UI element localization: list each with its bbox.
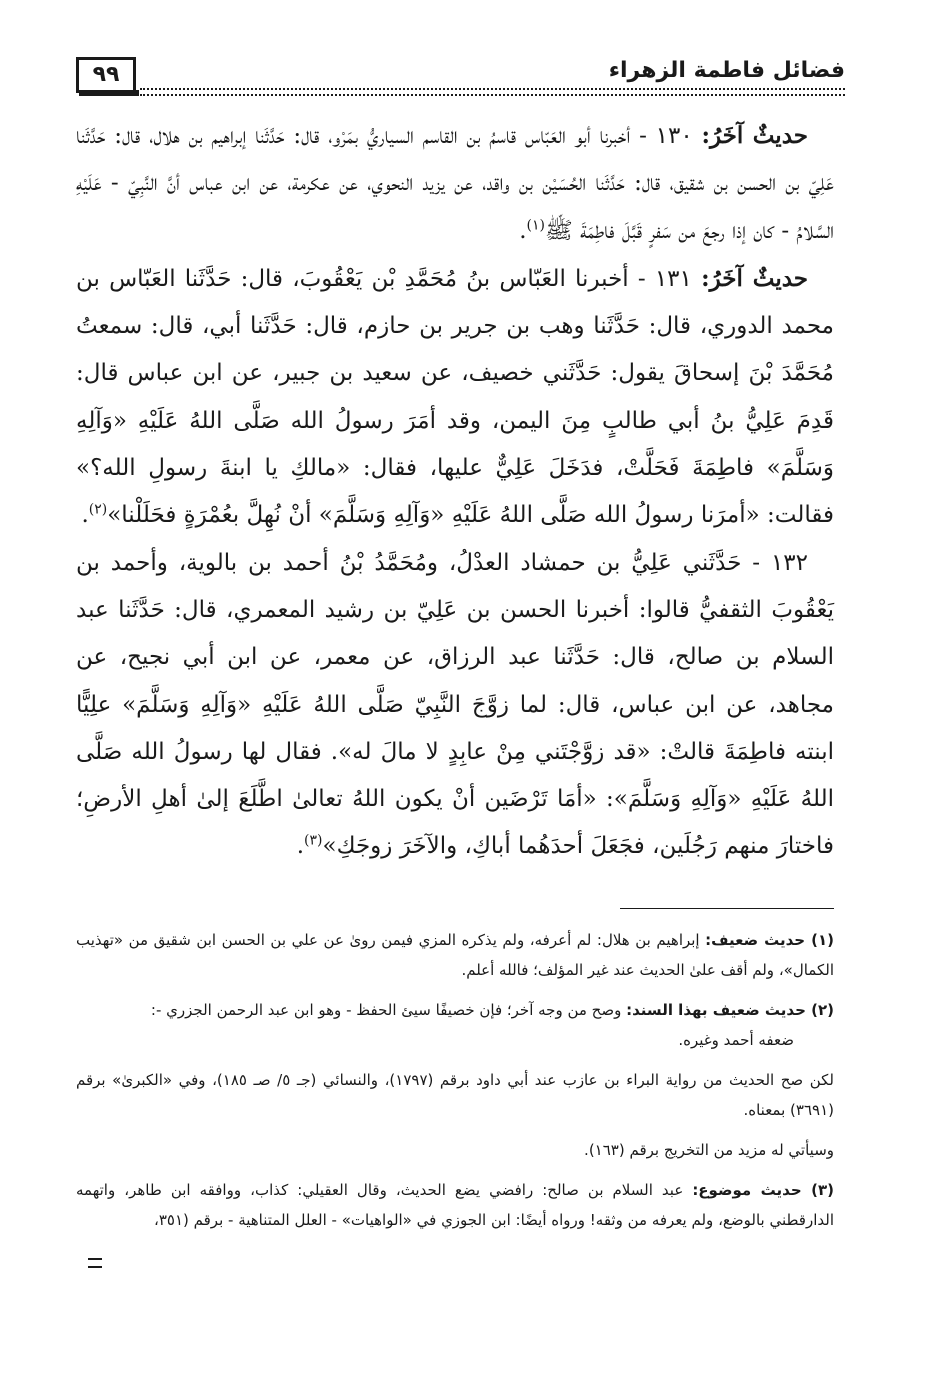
footnote-2-paragraph-3: وسيأتي له مزيد من التخريج برقم (١٦٣). — [584, 1141, 834, 1159]
hadith-132: ١٣٢ - حَدَّثَني عَلِيُّ بن حمشاد العدْلُ، ومُحَمَّدُ بْنُ أحمد بن بالوية، وأحمد بن يَعْقُوبَ الثقفيُّ قالوا: أخبرنا الحسن بن عَلِيّ بن رشيد المعمري، قال: حَدَّثَنا عبد السلام بن صالح، قال: حَدَّثَنا عبد الرزاق، عن معمر، عن ابن أبي نجيح، عن مجاهد، عن ابن عباس، قال: لما زوَّجَ النَّبِيّ صَلَّى اللهُ عَلَيْهِ «وَآلِهِ وَسَلَّمَ» علِيًّا ابنته فاطِمَةَ قالتْ: «قد زوَّجْتَني مِنْ عابِدٍ لا مالَ له». فقال لها رسولُ الله صَلَّى اللهُ عَلَيْهِ «وَآلِهِ وَسَلَّمَ»: «أمَا تَرْضَين أنْ يكون اللهُ تعالىٰ اطَّلَعَ إلىٰ أهلِ الأرضِ؛ فاختارَ منهم رَجُلَين، فجَعَلَ أحدَهُما أباكِ، والآخَرَ زوجَكِ»$^{(٣)}$. — [76, 549, 834, 860]
footnote-ref-2[interactable]: (٢) — [88, 501, 108, 518]
footnote-2-paragraph-2: لكن صح الحديث من رواية البراء بن عازب عند أبي داود برقم (١٧٩٧)، والنسائي (جـ ٥/ صـ ١٨٥)، وفي «الكبرىٰ» برقم (٣٦٩١) بمعناه. — [76, 1071, 834, 1119]
hadith-130-text: ١٣٠ - أخبرنا أبو العَبّاس قاسمُ بن القاسم السياريُّ بمَرْو، قال: حَدَّثَنا إبراهيم بن هلال، قال: حَدَّثَنا عَلِيّ بن الحسن بن شقيق، قال: حَدَّثَنا الحُسَيْن بن واقد، عن يزيد النحوي، عن عكرمة، عن ابن عباس أنَّ النَّبِيّ - عَلَيْهِ السَّلامُ - كان إذا رجعَ من سَفرٍ قَبَّلَ فاطِمَةَ ﷺ — [76, 123, 835, 244]
footnote-2 — [76, 995, 834, 1055]
hadith-130: حديثٌ آخَرُ: ١٣٠ - أخبرنا أبو العَبّاس قاسمُ بن القاسم السياريُّ بمَرْو، قال: حَدَّثَنا إبراهيم بن هلال، قال: حَدَّثَنا عَلِيّ بن الحسن بن شقيق، قال: حَدَّثَنا الحُسَيْن بن واقد، عن يزيد النحوي، عن عكرمة، عن ابن عباس أنَّ النَّبِيّ - عَلَيْهِ السَّلامُ - كان إذا رجعَ من سَفرٍ قَبَّلَ فاطِمَةَ ﷺ$^{(١)}$. — [76, 122, 835, 244]
footnote-3 — [76, 1175, 834, 1235]
footnote-3-text: عبد السلام بن صالح: رافضي يضع الحديث، وقال العقيلي: كذاب، ووافقه ابن طاهر، واتهمه الدارقطني بالوضع، ولم يعرفه من وثقه! ورواه أيضًا: ابن الجوزي في «الواهيات» - العلل المتناهية - برقم (٣٥١، — [76, 1181, 834, 1229]
hadith-131: حديثٌ آخَرُ: ١٣١ - أخبرنا العَبّاس بنُ مُحَمَّدِ بْن يَعْقُوبَ، قال: حَدَّثَنا العَبّاس بن محمد الدوري، قال: حَدَّثَنا وهب بن جرير بن حازم، قال: حَدَّثَنا أبي، قال: سمعتُ مُحَمَّدَ بْنَ إسحاقَ يقول: حَدَّثَني خصيف، عن سعيد بن جبير، عن ابن عباس قال: قَدِمَ عَلِيُّ بنُ أبي طالبٍ مِنَ اليمن، وقد أمَرَ رسولُ الله صَلَّى اللهُ عَلَيْهِ «وَآلِهِ وَسَلَّمَ» فاطِمَةَ فَحَلَّتْ، فدَخَلَ عَلِيٌّ عليها، فقال: «مالكِ يا ابنةَ رسولِ الله؟» فقالت: «أمرَنا رسولُ الله صَلَّى اللهُ عَلَيْهِ «وَآلِهِ وَسَلَّمَ» أنْ نُهِلَّ بعُمْرَةٍ فحَلَلْنا»$^{(٢)}$. — [76, 264, 834, 529]
page-number: ٩٩ — [76, 57, 136, 93]
page-number-shadow — [79, 90, 139, 96]
footnote-ref-3[interactable]: (٣) — [304, 832, 323, 849]
footnote-1 — [76, 925, 834, 985]
footnote-2-lead: (٢) حديث ضعيف بهذا السند: — [626, 1001, 834, 1019]
footnote-ref-1[interactable]: (١) — [526, 216, 546, 233]
footnotes — [76, 925, 834, 1245]
footnote-2-text: وصح من وجه آخر؛ فإن خصيفًا سيئ الحفظ - وهو ابن عبد الرحمن الجزري -: — [150, 1001, 622, 1019]
hadith-132-text: ١٣٢ - حَدَّثَني عَلِيُّ بن حمشاد العدْلُ، ومُحَمَّدُ بْنُ أحمد بن بالوية، وأحمد بن يَعْقُوبَ الثقفيُّ قالوا: أخبرنا الحسن بن عَلِيّ بن رشيد المعمري، قال: حَدَّثَنا عبد السلام بن صالح، قال: حَدَّثَنا عبد الرزاق، عن معمر، عن ابن أبي نجيح، عن مجاهد، عن ابن عباس، قال: لما زوَّجَ النَّبِيّ صَلَّى اللهُ عَلَيْهِ «وَآلِهِ وَسَلَّمَ» علِيًّا ابنته فاطِمَةَ قالتْ: «قد زوَّجْتَني مِنْ عابِدٍ لا مالَ له». فقال لها رسولُ الله صَلَّى اللهُ عَلَيْهِ «وَآلِهِ وَسَلَّمَ»: «أمَا تَرْضَين أنْ يكون اللهُ تعالىٰ اطَّلَعَ إلىٰ أهلِ الأرضِ؛ فاختارَ منهم رَجُلَين، فجَعَلَ أحدَهُما أباكِ، والآخَرَ زوجَكِ» — [76, 549, 834, 860]
hadith-130-lead: حديثٌ آخَرُ: — [701, 122, 808, 149]
footnote-2-continuation: ضعفه أحمد وغيره. — [678, 1031, 794, 1049]
footnote-1-text: إبراهيم بن هلال: لم أعرفه، ولم يذكره المزي فيمن روىٰ عن علي بن الحسن ابن شقيق من «تهذيب الكمال»، ولم أقف علىٰ الحديث عند غير المؤلف؛ فالله أعلم. — [76, 931, 834, 979]
footnote-separator — [620, 908, 834, 909]
continuation-mark — [88, 1258, 102, 1268]
footnote-1-lead: (١) حديث ضعيف: — [705, 931, 834, 949]
running-header-title: فضائل فاطمة الزهراء — [608, 58, 845, 83]
footnote-3-lead: (٣) حديث موضوع: — [692, 1181, 834, 1199]
header-rule-second — [140, 94, 845, 96]
main-text — [76, 112, 834, 871]
hadith-131-text: ١٣١ - أخبرنا العَبّاس بنُ مُحَمَّدِ بْن يَعْقُوبَ، قال: حَدَّثَنا العَبّاس بن محمد الدوري، قال: حَدَّثَنا وهب بن جرير بن حازم، قال: حَدَّثَنا أبي، قال: سمعتُ مُحَمَّدَ بْنَ إسحاقَ يقول: حَدَّثَني خصيف، عن سعيد بن جبير، عن ابن عباس قال: قَدِمَ عَلِيُّ بنُ أبي طالبٍ مِنَ اليمن، وقد أمَرَ رسولُ الله صَلَّى اللهُ عَلَيْهِ «وَآلِهِ وَسَلَّمَ» فاطِمَةَ فَحَلَّتْ، فدَخَلَ عَلِيٌّ عليها، فقال: «مالكِ يا ابنةَ رسولِ الله؟» فقالت: «أمرَنا رسولُ الله صَلَّى اللهُ عَلَيْهِ «وَآلِهِ وَسَلَّمَ» أنْ نُهِلَّ بعُمْرَةٍ فحَلَلْنا» — [76, 265, 834, 529]
header-rule — [140, 88, 845, 90]
hadith-131-lead: حديثٌ آخَرُ: — [701, 264, 809, 292]
